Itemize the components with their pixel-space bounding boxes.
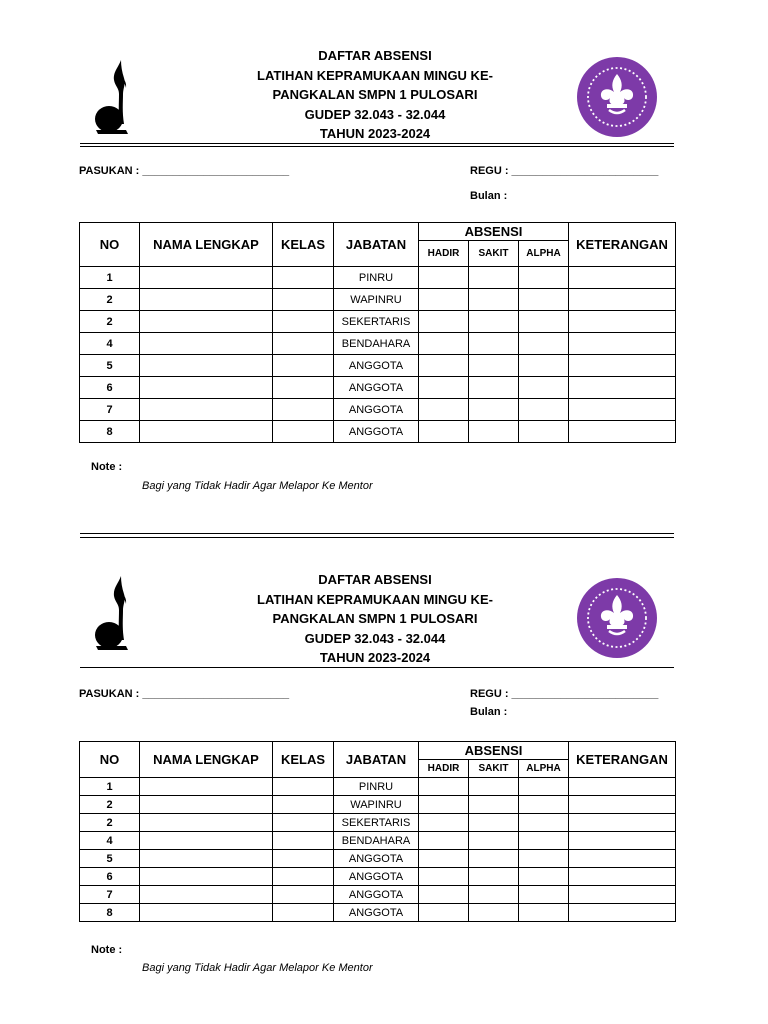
table-row [80,886,676,904]
cell-keterangan[interactable] [569,850,676,868]
cell-keterangan[interactable] [569,333,676,355]
title-line-2: LATIHAN KEPRAMUKAAN MINGU KE- [257,591,493,607]
row-jabatan: ANGGOTA [334,886,419,904]
table-row [80,289,676,311]
bulan-field[interactable]: Bulan : [470,190,508,202]
table-row [80,778,676,796]
row-jabatan: BENDAHARA [334,333,419,355]
cell-nama[interactable] [140,904,273,922]
row-no: 6 [80,377,140,399]
tunas-kelapa-logo-icon [88,574,136,658]
cell-nama[interactable] [140,796,273,814]
row-no: 8 [80,904,140,922]
row-no: 6 [80,868,140,886]
cell-nama[interactable] [140,886,273,904]
cell-kelas[interactable] [273,868,334,886]
cell-hadir[interactable] [419,814,469,832]
cell-sakit[interactable] [469,832,519,850]
cell-keterangan[interactable] [569,399,676,421]
title-line-5: TAHUN 2023-2024 [319,126,431,141]
row-no: 7 [80,399,140,421]
tunas-kelapa-logo-icon [88,58,136,142]
row-no: 1 [80,267,140,289]
row-jabatan: PINRU [334,267,419,289]
row-jabatan: SEKERTARIS [334,311,419,333]
cell-hadir[interactable] [419,850,469,868]
cell-kelas[interactable] [273,333,334,355]
header-hadir: HADIR [419,760,469,778]
cell-kelas[interactable] [273,355,334,377]
cell-kelas[interactable] [273,289,334,311]
title-line-2: LATIHAN KEPRAMUKAAN MINGU KE- [257,67,493,83]
table-row [80,832,676,850]
title-line-1: DAFTAR ABSENSI [318,48,432,63]
cell-sakit[interactable] [469,267,519,289]
section-divider-bottom [80,537,674,538]
cell-alpha[interactable] [519,399,569,421]
cell-sakit[interactable] [469,868,519,886]
table-row [80,850,676,868]
note-text: Bagi yang Tidak Hadir Agar Melapor Ke Mentor [142,480,373,492]
header-absensi: ABSENSI [419,223,569,241]
table-row [80,421,676,443]
cell-nama[interactable] [140,868,273,886]
cell-alpha[interactable] [519,796,569,814]
cell-nama[interactable] [140,289,273,311]
header-alpha: ALPHA [519,760,569,778]
row-no: 2 [80,289,140,311]
cell-keterangan[interactable] [569,904,676,922]
cell-alpha[interactable] [519,289,569,311]
table-row [80,355,676,377]
cell-hadir[interactable] [419,399,469,421]
cell-nama[interactable] [140,778,273,796]
cell-kelas[interactable] [273,796,334,814]
row-jabatan: WAPINRU [334,796,419,814]
bulan-field[interactable]: Bulan : [470,706,508,718]
regu-field[interactable]: REGU : ________________________ [470,688,659,700]
cell-sakit[interactable] [469,796,519,814]
pasukan-field[interactable]: PASUKAN : ________________________ [79,165,290,177]
cell-kelas[interactable] [273,814,334,832]
row-no: 4 [80,832,140,850]
cell-keterangan[interactable] [569,832,676,850]
attendance-table [79,222,676,443]
cell-hadir[interactable] [419,904,469,922]
cell-keterangan[interactable] [569,796,676,814]
cell-sakit[interactable] [469,333,519,355]
header-no: NO [80,742,140,778]
cell-sakit[interactable] [469,814,519,832]
cell-keterangan[interactable] [569,886,676,904]
cell-hadir[interactable] [419,333,469,355]
cell-sakit[interactable] [469,377,519,399]
row-no: 7 [80,886,140,904]
cell-hadir[interactable] [419,311,469,333]
row-jabatan: ANGGOTA [334,850,419,868]
title-line-3: PANGKALAN SMPN 1 PULOSARI [272,87,478,102]
cell-kelas[interactable] [273,311,334,333]
cell-sakit[interactable] [469,421,519,443]
cell-alpha[interactable] [519,311,569,333]
cell-hadir[interactable] [419,778,469,796]
cell-hadir[interactable] [419,796,469,814]
world-scout-emblem-icon [576,577,658,659]
row-jabatan: ANGGOTA [334,355,419,377]
cell-keterangan[interactable] [569,311,676,333]
header-alpha: ALPHA [519,241,569,267]
cell-kelas[interactable] [273,904,334,922]
cell-kelas[interactable] [273,421,334,443]
row-jabatan: WAPINRU [334,289,419,311]
cell-alpha[interactable] [519,886,569,904]
title-line-4: GUDEP 32.043 - 32.044 [304,630,446,646]
cell-kelas[interactable] [273,399,334,421]
cell-sakit[interactable] [469,355,519,377]
attendance-table [79,741,676,922]
header-nama-lengkap: NAMA LENGKAP [140,742,273,778]
table-row [80,868,676,886]
table-row [80,904,676,922]
cell-nama[interactable] [140,421,273,443]
cell-kelas[interactable] [273,778,334,796]
cell-sakit[interactable] [469,904,519,922]
world-scout-emblem-icon [576,56,658,138]
regu-field[interactable]: REGU : ________________________ [470,165,659,177]
row-jabatan: SEKERTARIS [334,814,419,832]
header-nama-lengkap: NAMA LENGKAP [140,223,273,267]
cell-nama[interactable] [140,333,273,355]
note-label: Note : [91,944,123,956]
cell-sakit[interactable] [469,311,519,333]
cell-sakit[interactable] [469,399,519,421]
note-text: Bagi yang Tidak Hadir Agar Melapor Ke Mentor [142,962,373,974]
cell-keterangan[interactable] [569,421,676,443]
header-rule-top [80,143,674,144]
cell-alpha[interactable] [519,333,569,355]
row-no: 8 [80,421,140,443]
row-no: 2 [80,796,140,814]
header-kelas: KELAS [273,742,334,778]
header-sakit: SAKIT [469,241,519,267]
table-row [80,311,676,333]
cell-keterangan[interactable] [569,289,676,311]
table-row [80,377,676,399]
cell-hadir[interactable] [419,267,469,289]
row-no: 2 [80,311,140,333]
cell-hadir[interactable] [419,289,469,311]
cell-kelas[interactable] [273,377,334,399]
row-jabatan: BENDAHARA [334,832,419,850]
cell-kelas[interactable] [273,886,334,904]
cell-hadir[interactable] [419,832,469,850]
header-sakit: SAKIT [469,760,519,778]
row-jabatan: ANGGOTA [334,399,419,421]
cell-hadir[interactable] [419,355,469,377]
cell-nama[interactable] [140,355,273,377]
cell-alpha[interactable] [519,421,569,443]
header-absensi: ABSENSI [419,742,569,760]
header-no: NO [80,223,140,267]
cell-alpha[interactable] [519,778,569,796]
title-line-5: TAHUN 2023-2024 [319,650,431,665]
cell-alpha[interactable] [519,832,569,850]
header-kelas: KELAS [273,223,334,267]
cell-nama[interactable] [140,311,273,333]
title-line-4: GUDEP 32.043 - 32.044 [304,106,446,122]
row-jabatan: ANGGOTA [334,904,419,922]
cell-keterangan[interactable] [569,868,676,886]
header-keterangan: KETERANGAN [569,742,676,778]
cell-alpha[interactable] [519,814,569,832]
cell-alpha[interactable] [519,850,569,868]
cell-kelas[interactable] [273,267,334,289]
cell-hadir[interactable] [419,377,469,399]
cell-nama[interactable] [140,267,273,289]
header-hadir: HADIR [419,241,469,267]
row-no: 4 [80,333,140,355]
table-row [80,333,676,355]
table-row [80,796,676,814]
header-rule [80,667,674,668]
table-row [80,814,676,832]
section-divider-top [80,533,674,534]
form-title [200,570,550,668]
cell-keterangan[interactable] [569,814,676,832]
cell-keterangan[interactable] [569,778,676,796]
cell-nama[interactable] [140,832,273,850]
table-row [80,399,676,421]
row-jabatan: ANGGOTA [334,377,419,399]
cell-alpha[interactable] [519,904,569,922]
cell-keterangan[interactable] [569,355,676,377]
pasukan-field[interactable]: PASUKAN : ________________________ [79,688,290,700]
cell-alpha[interactable] [519,355,569,377]
cell-nama[interactable] [140,850,273,868]
header-jabatan: JABATAN [334,223,419,267]
cell-kelas[interactable] [273,832,334,850]
header-jabatan: JABATAN [334,742,419,778]
form-title [200,46,550,144]
header-rule-bottom [80,146,674,147]
cell-sakit[interactable] [469,778,519,796]
cell-nama[interactable] [140,377,273,399]
cell-alpha[interactable] [519,267,569,289]
row-no: 1 [80,778,140,796]
cell-keterangan[interactable] [569,377,676,399]
cell-keterangan[interactable] [569,267,676,289]
table-row [80,267,676,289]
row-jabatan: PINRU [334,778,419,796]
title-line-3: PANGKALAN SMPN 1 PULOSARI [272,611,478,626]
note-label: Note : [91,461,123,473]
row-no: 5 [80,850,140,868]
title-line-1: DAFTAR ABSENSI [318,572,432,587]
cell-alpha[interactable] [519,377,569,399]
row-no: 5 [80,355,140,377]
row-no: 2 [80,814,140,832]
cell-sakit[interactable] [469,850,519,868]
row-jabatan: ANGGOTA [334,421,419,443]
header-keterangan: KETERANGAN [569,223,676,267]
cell-hadir[interactable] [419,868,469,886]
row-jabatan: ANGGOTA [334,868,419,886]
cell-nama[interactable] [140,399,273,421]
cell-sakit[interactable] [469,886,519,904]
cell-alpha[interactable] [519,868,569,886]
cell-hadir[interactable] [419,886,469,904]
cell-sakit[interactable] [469,289,519,311]
cell-hadir[interactable] [419,421,469,443]
cell-kelas[interactable] [273,850,334,868]
cell-nama[interactable] [140,814,273,832]
